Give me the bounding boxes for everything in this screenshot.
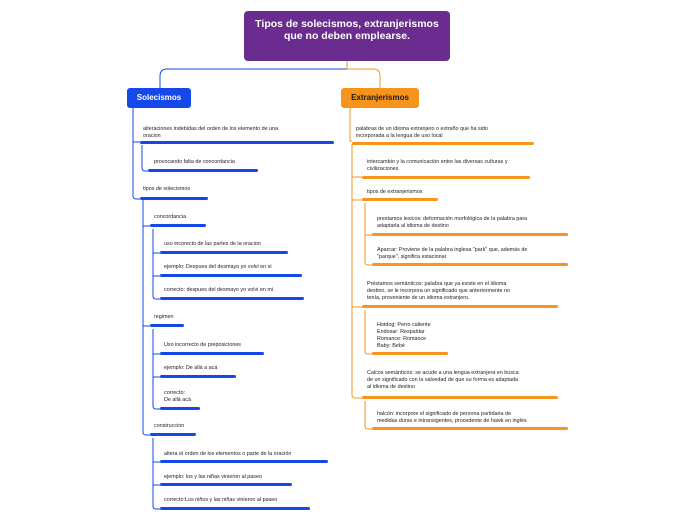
topic-underline [160, 274, 302, 277]
topic-underline [362, 305, 558, 308]
topic-underline [160, 483, 292, 486]
solecismos-trunk-line [133, 108, 140, 199]
topic-underline [362, 176, 530, 179]
central-topic[interactable]: Tipos de solecismos, extranjerismos que no deben emplearse. [244, 11, 450, 61]
topic-uso-preposiciones[interactable]: Uso incorrecto de preposiciones [164, 342, 242, 348]
topic-falta-concordancia[interactable]: provocando falta de concordancia [154, 159, 235, 165]
topic-underline [140, 141, 334, 144]
topic-underline [372, 352, 448, 355]
root-to-extranjerismos-line [347, 61, 380, 88]
topic-altera-orden[interactable]: altera el orden de los elementos o parte de la oración [164, 451, 292, 457]
topic-ejemplo-regimen[interactable]: ejemplo: De allá a acá [164, 365, 218, 371]
topic-underline [160, 507, 310, 510]
topic-ejemplo-concordancia[interactable]: ejemplo: Despues del desmayo yo volvi en si [164, 264, 272, 270]
topic-underline [140, 197, 208, 200]
topic-concordancia[interactable]: concordancia [154, 214, 187, 220]
topic-prestamos-semanticos[interactable]: Préstamos semánticos: palabra que ya existe en el idioma destino, se le incorpora un significado que anteriormente no tenía, proveniente de un idioma extranjero. [367, 281, 510, 301]
topic-palabras-idioma[interactable]: palabras de un idioma extranjero o extraño que ha sido incorporada a la lengua de uso local [356, 126, 488, 139]
branch-solecismos[interactable]: Solecismos [127, 88, 191, 108]
topic-underline [352, 142, 534, 145]
topic-underline [150, 224, 206, 227]
topic-construccion[interactable]: construccion [154, 423, 185, 429]
topic-ejemplos-semanticos[interactable]: Hotdog: Perro caliente Endosar: Respaldar Romance: Romance Baby: Bebé [377, 322, 431, 349]
topic-tipos-extranjerismos[interactable]: tipos de extranjerismos [367, 189, 423, 195]
topic-intercambio[interactable]: intercambio y la comunicación entre las diversas culturas y civilizaciones [367, 159, 508, 172]
topic-underline [160, 297, 304, 300]
topic-tipos-solecismos[interactable]: tipos de solecismos [143, 186, 191, 192]
topic-underline [372, 233, 568, 236]
topic-aparcar[interactable]: Aparcar: Proviene de la palabra inglesa "park" que, además de "parque", significa estacionar [377, 247, 528, 260]
topic-uso-incorecto[interactable]: uso incorecto de las partes de la oracion [164, 241, 261, 247]
topic-underline [150, 433, 196, 436]
topic-underline [160, 251, 288, 254]
topic-calcos-semanticos[interactable]: Calcos semánticos: se acude a una lengua extranjera en busca de un significado con la salvedad de que su forma es adaptada al idioma de destino [367, 370, 519, 390]
topic-ejemplo-construccion[interactable]: ejemplo: los y las niñas vinieron al paseo [164, 474, 262, 480]
topic-correcto-regimen[interactable]: correcto: De allá acá [164, 390, 191, 403]
topic-correcto-construccion[interactable]: correcto:Los niños y las niñas vinieron al paseo [164, 497, 278, 503]
topic-halcon[interactable]: halcón: incorpore el significado de persona partidaria de medidas duras e intransigentes, procedente de hawk en inglés [377, 411, 527, 424]
topic-underline [148, 169, 258, 172]
topic-underline [160, 352, 264, 355]
topic-regimen[interactable]: regimen [154, 314, 174, 320]
topic-prestamos-lexicos[interactable]: prestamos lexicos: deformación morfológica de la palabra para adaptarla al idioma de destino [377, 216, 528, 229]
topic-underline [150, 324, 184, 327]
topic-underline [372, 263, 568, 266]
topic-correcto-concordancia[interactable]: correcto: despues del desmayo yo volvi en mi [164, 287, 274, 293]
root-to-solecismos-line [160, 61, 347, 88]
topic-underline [362, 396, 558, 399]
topic-underline [160, 375, 236, 378]
topic-underline [372, 427, 568, 430]
topic-underline [362, 198, 438, 201]
topic-underline [160, 460, 328, 463]
topic-alteraciones[interactable]: alteraciones indebidas del orden de los elemento de una oracion [143, 126, 279, 139]
topic-underline [160, 407, 200, 410]
branch-extranjerismos[interactable]: Extranjerismos [341, 88, 419, 108]
